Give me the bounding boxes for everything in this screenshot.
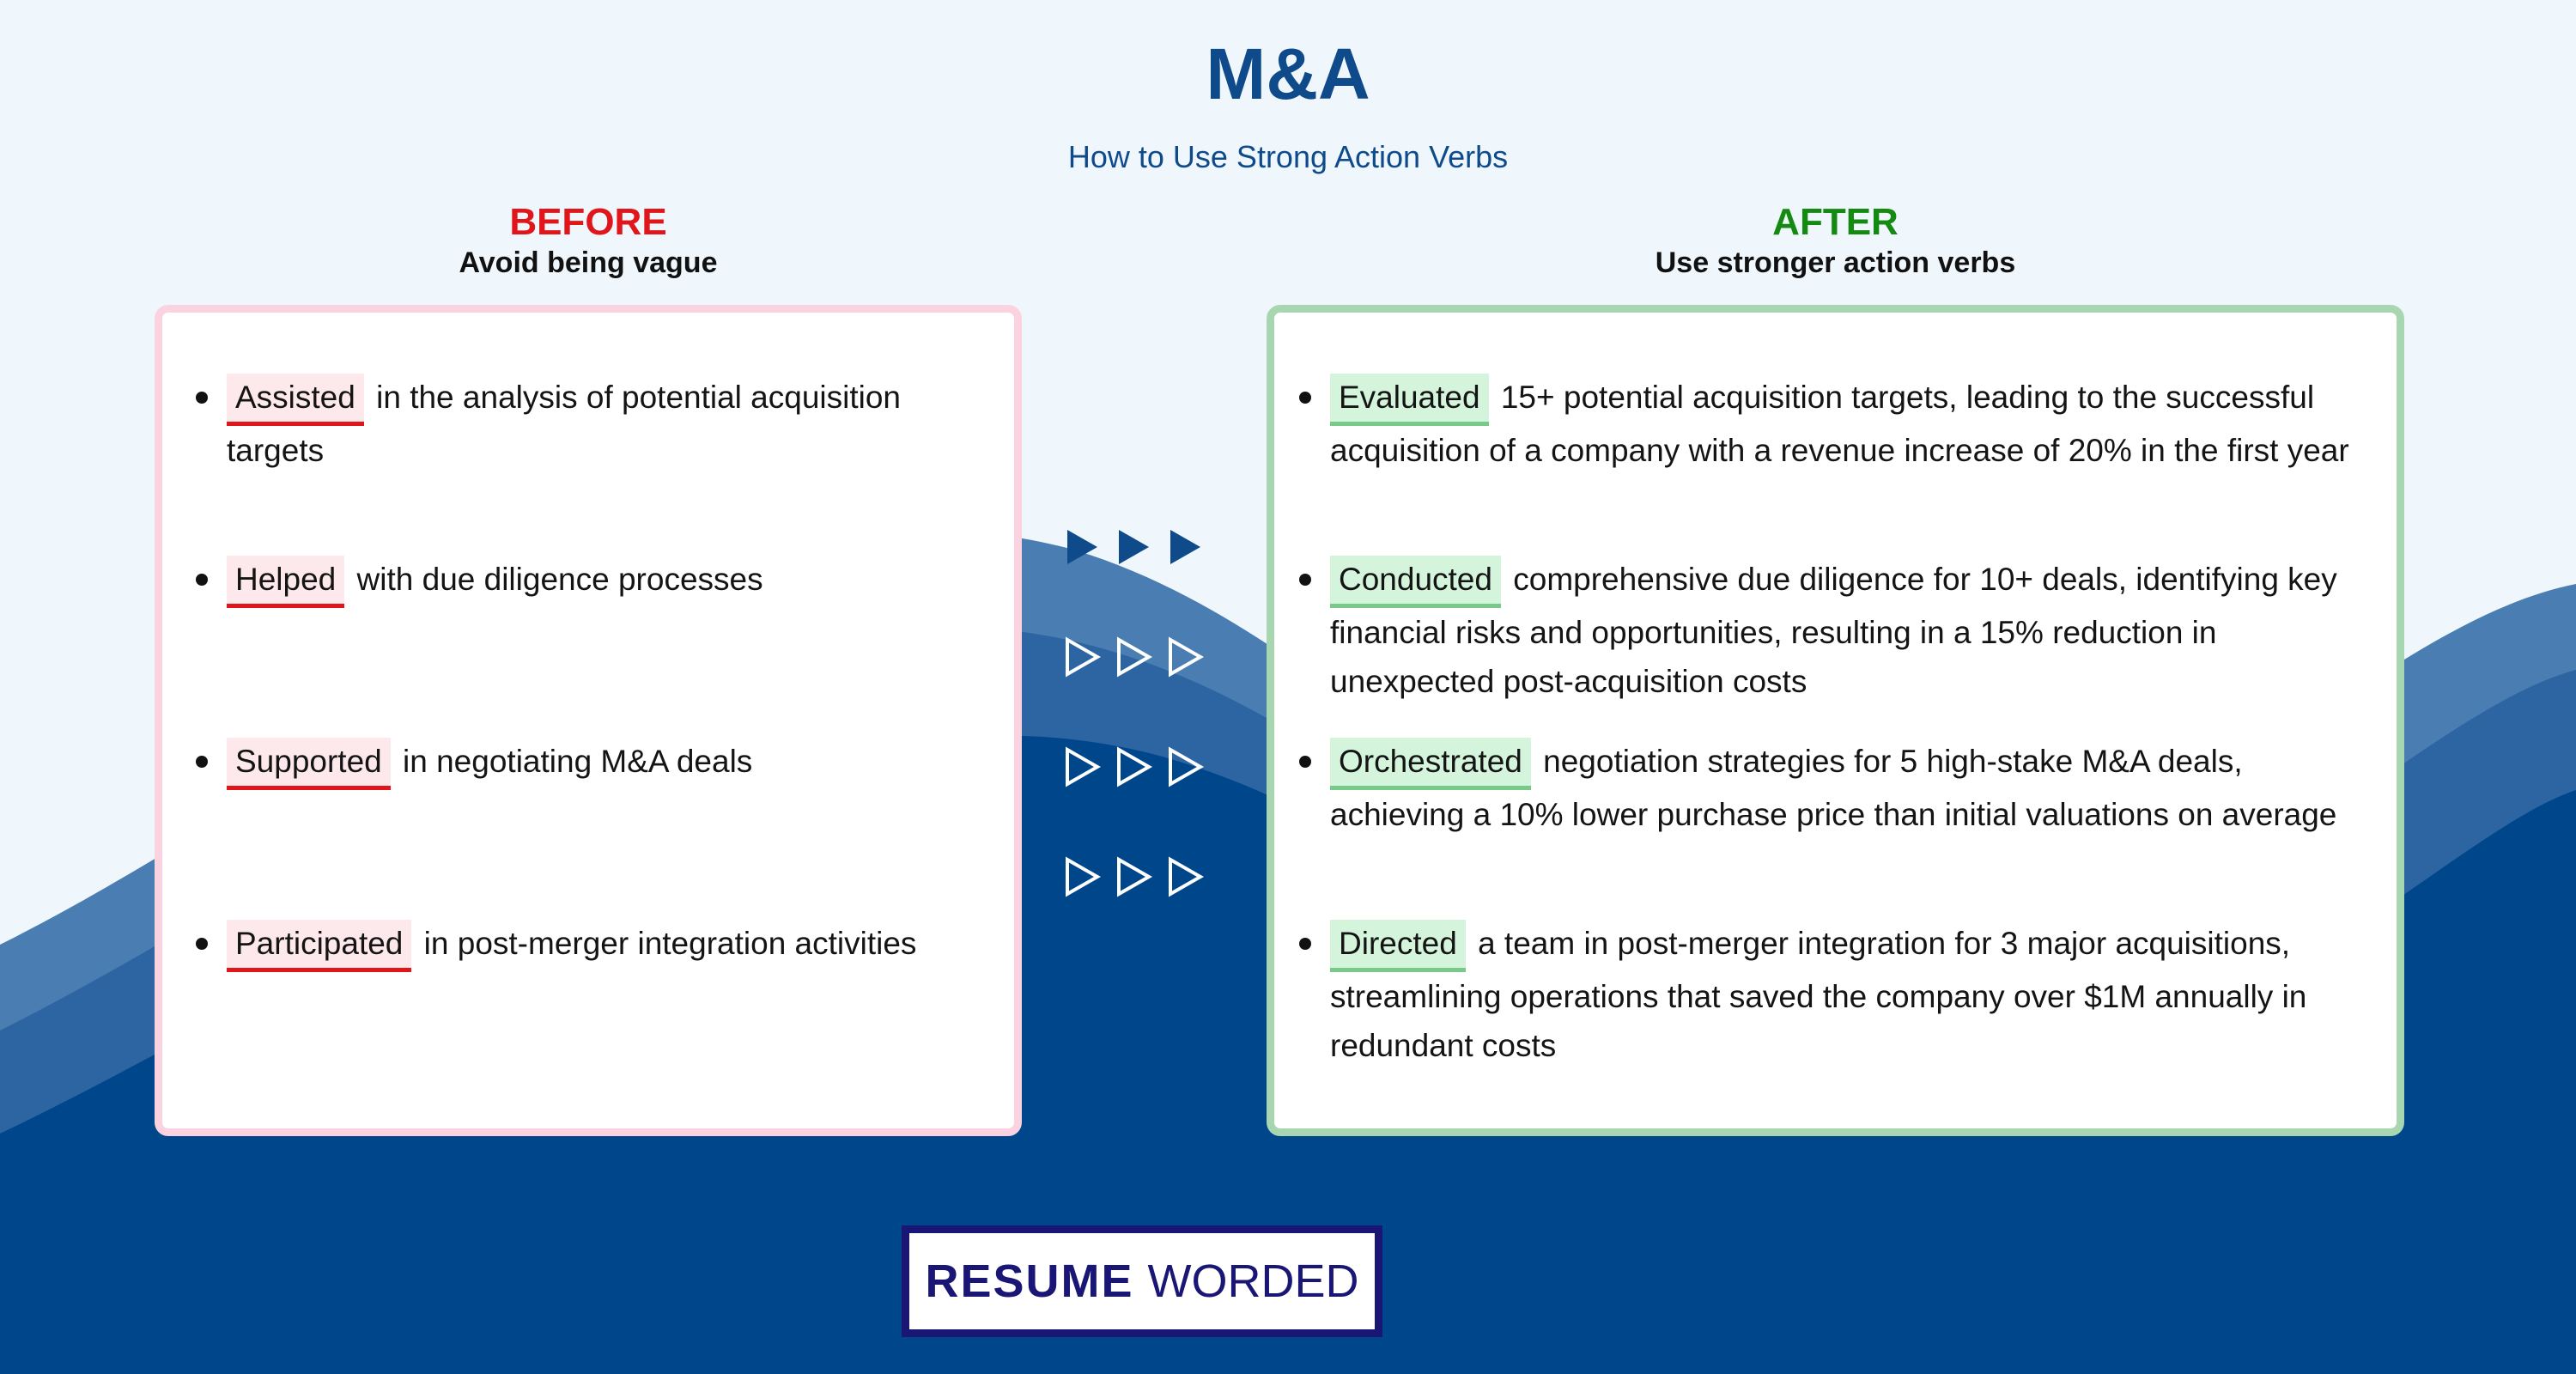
before-item xyxy=(227,373,982,475)
before-sublabel: Avoid being vague xyxy=(459,246,718,279)
bullet-icon xyxy=(1299,938,1311,950)
arrow-row-outline xyxy=(1063,635,1218,678)
bullet-icon xyxy=(196,938,208,950)
strong-verb: Evaluated xyxy=(1330,374,1489,426)
weak-verb: Participated xyxy=(227,920,411,972)
item-text: 15+ potential acquisition targets, leading to the successful acquisition of a company with a revenue increase of 20% in the first year xyxy=(1330,380,2349,468)
arrow-outline-icon xyxy=(1067,640,1097,674)
bullet-icon xyxy=(1299,574,1311,586)
after-sublabel: Use stronger action verbs xyxy=(1655,246,2016,279)
page-subtitle: How to Use Strong Action Verbs xyxy=(1067,139,1509,174)
weak-verb: Supported xyxy=(227,738,391,790)
after-item xyxy=(1330,919,2360,1070)
after-header xyxy=(1267,201,2404,282)
bullet-icon xyxy=(196,574,208,586)
after-item xyxy=(1330,737,2360,839)
weak-verb: Helped xyxy=(227,556,344,608)
arrow-outline-icon xyxy=(1119,750,1149,784)
after-item xyxy=(1330,555,2360,706)
arrow-icon xyxy=(1067,530,1097,564)
item-text: with due diligence processes xyxy=(356,562,763,597)
item-text: negotiation strategies for 5 high-stake M&A deals, achieving a 10% lower purchase price than initial valuations on average xyxy=(1330,744,2337,832)
before-item xyxy=(227,919,982,972)
weak-verb: Assisted xyxy=(227,374,364,426)
item-text: in post-merger integration activities xyxy=(423,926,917,961)
arrow-outline-icon xyxy=(1067,860,1097,894)
item-text: in the analysis of potential acquisition targets xyxy=(227,380,902,468)
after-label: AFTER xyxy=(1772,201,1899,243)
logo-bold-text: RESUME xyxy=(925,1255,1134,1307)
before-item xyxy=(227,737,982,790)
arrow-row-filled xyxy=(1063,526,1218,568)
arrow-row-outline xyxy=(1063,745,1218,788)
page-title: M&A xyxy=(1206,33,1370,114)
strong-verb: Directed xyxy=(1330,920,1466,972)
arrow-icon xyxy=(1170,530,1200,564)
before-item xyxy=(227,555,982,608)
logo-regular-text: WORDED xyxy=(1147,1255,1359,1307)
after-item xyxy=(1330,373,2360,475)
item-text: comprehensive due diligence for 10+ deals, identifying key financial risks and opportunities, resulting in a 15% reduction in unexpected post-acquisition costs xyxy=(1330,562,2337,699)
arrow-outline-icon xyxy=(1119,860,1149,894)
arrow-outline-icon xyxy=(1067,750,1097,784)
arrow-icon xyxy=(1119,530,1149,564)
bullet-icon xyxy=(196,756,208,768)
arrow-outline-icon xyxy=(1170,640,1200,674)
bullet-icon xyxy=(196,392,208,404)
resume-worded-logo xyxy=(902,1225,1382,1337)
arrow-row-outline xyxy=(1063,855,1218,898)
item-text: a team in post-merger integration for 3 major acquisitions, streamlining operations that saved the company over $1M annually in redundant costs xyxy=(1330,926,2307,1063)
item-text: in negotiating M&A deals xyxy=(403,744,753,779)
before-card xyxy=(155,305,1022,1136)
strong-verb: Conducted xyxy=(1330,556,1501,608)
arrow-outline-icon xyxy=(1170,750,1200,784)
arrow-outline-icon xyxy=(1170,860,1200,894)
bullet-icon xyxy=(1299,392,1311,404)
before-label: BEFORE xyxy=(509,201,667,243)
arrow-outline-icon xyxy=(1119,640,1149,674)
after-card xyxy=(1267,305,2404,1136)
bullet-icon xyxy=(1299,756,1311,768)
before-header xyxy=(155,201,1022,282)
strong-verb: Orchestrated xyxy=(1330,738,1531,790)
